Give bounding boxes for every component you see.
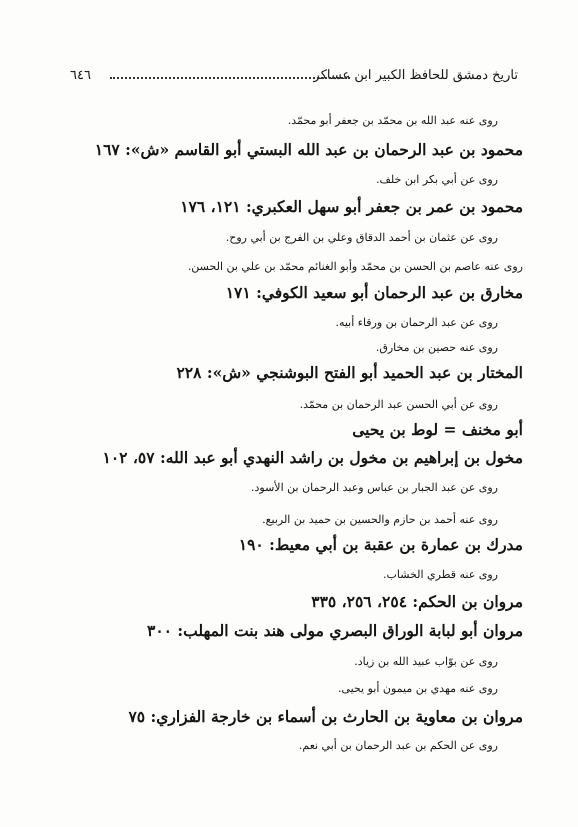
narrator-line: روى عن بوّاب عبيد الله بن زياد.: [354, 655, 498, 668]
entry-headword: مروان أبو لبابة الوراق البصري مولى هند بنت المهلب: ٣٠٠: [147, 621, 523, 640]
narrator-line: روى عنه حصين بن مخارق.: [375, 341, 498, 354]
entry-headword: مروان بن معاوية بن الحارث بن أسماء بن خارجة الفزاري: ٧٥: [128, 707, 523, 726]
narrator-line: روى عنه مهدي بن ميمون أبو يحيى.: [337, 682, 498, 695]
entry-headword: مدرك بن عمارة بن عقبة بن أبي معيط: ١٩٠: [238, 535, 523, 554]
narrator-line: روى عن عبد الجبار بن عباس وعبد الرحمان بن الأسود.: [251, 481, 498, 494]
header-dot-leader: [110, 77, 350, 79]
entry-headword: المختار بن عبد الحميد أبو الفتح البوشنجي «ش»: ٢٢٨: [176, 363, 523, 382]
narrator-line: روى عن عبد الرحمان بن ورقاء أبيه.: [335, 316, 498, 329]
narrator-line: روى عنه عبد الله بن محمّد بن جعفر أبو محمّد.: [287, 114, 498, 127]
narrator-line: روى عن أبي الحسن عبد الرحمان بن محمّد.: [299, 398, 498, 411]
entry-headword: مخارق بن عبد الرحمان أبو سعيد الكوفي: ١٧١: [225, 283, 523, 302]
entry-headword: محمود بن عبد الرحمان بن عبد الله البستي أبو القاسم «ش»: ١٦٧: [94, 140, 523, 159]
entry-headword: مخول بن إبراهيم بن مخول بن راشد النهدي أبو عبد الله: ٥٧، ١٠٢: [102, 448, 523, 467]
narrator-line: روى عن أبي بكر ابن خلف.: [376, 173, 498, 186]
entry-headword: مروان بن الحكم: ٢٥٤، ٢٥٦، ٣٣٥: [311, 592, 523, 611]
entry-headword: أبو مخنف = لوط بن يحيى: [352, 420, 523, 439]
running-header-title: تاريخ دمشق للحافظ الكبير ابن عساكر: [313, 68, 518, 83]
page-number: ٦٤٦: [70, 68, 91, 83]
narrator-line: روى عنه أحمد بن حازم والحسين بن حميد بن الربيع.: [262, 513, 498, 526]
narrator-line: روى عنه قطري الخشاب.: [383, 568, 498, 581]
running-header: [70, 68, 518, 90]
narrator-line: روى عن الحكم بن عبد الرحمان بن أبي نعم.: [298, 739, 498, 752]
entry-headword: محمود بن عمر بن جعفر أبو سهل العكبري: ١٢١، ١٧٦: [180, 197, 523, 216]
narrator-line: روى عن عثمان بن أحمد الدقاق وعلي بن الفرج بن أبي روح.: [225, 231, 498, 244]
narrator-line: روى عنه عاصم بن الحسن بن محمّد وأبو الغنائم محمّد بن علي بن الحسن.: [187, 260, 523, 273]
